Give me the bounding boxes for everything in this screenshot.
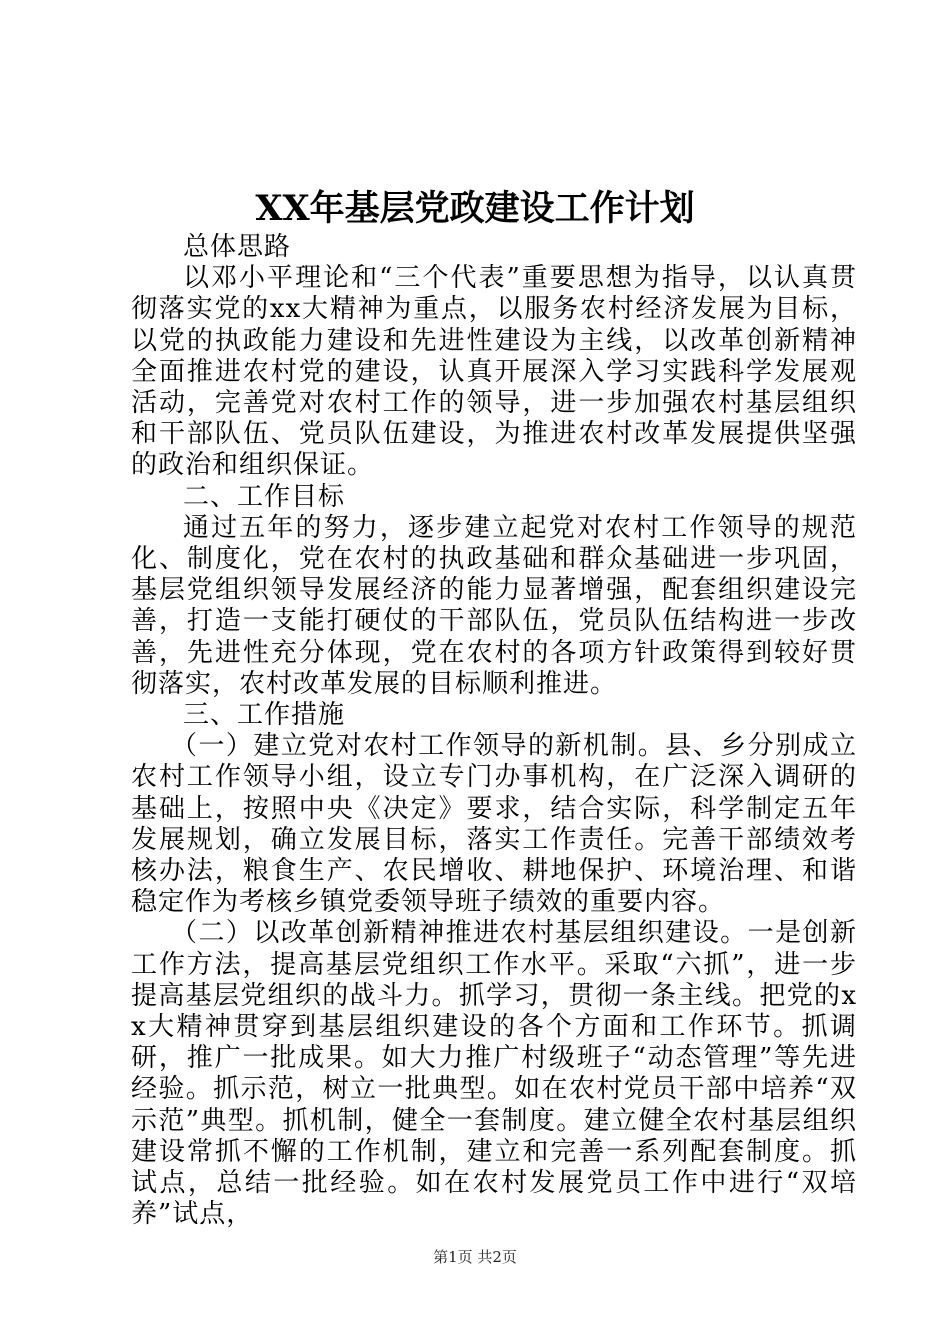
- section-heading-measures: 三、工作措施: [183, 700, 346, 731]
- page-footer: 第1页 共2页: [433, 1248, 517, 1266]
- paragraph-measure-1: （一）建立党对农村工作领导的新机制。县、乡分别成立农村工作领导小组，设立专门办事机构，在广泛深入调研的基础上，按照中央《决定》要求，结合实际，科学制定五年发展规划，确立发展目标，落实工作责任。完善干部绩效考核办法，粮食生产、农民增收、耕地保护、环境治理、和谐稳定作为考核乡镇党委领导班子绩效的重要内容。: [131, 731, 857, 918]
- document-body: [131, 232, 857, 1231]
- paragraph-overall: 以邓小平理论和“三个代表”重要思想为指导，以认真贯彻落实党的xx大精神为重点，以服务农村经济发展为目标，以党的执政能力建设和先进性建设为主线，以改革创新精神全面推进农村党的建设，认真开展深入学习实践科学发展观活动，完善党对农村工作的领导，进一步加强农村基层组织和干部队伍、党员队伍建设，为推进农村改革发展提供坚强的政治和组织保证。: [131, 263, 857, 481]
- section-heading-overall: 总体思路: [183, 232, 292, 262]
- paragraph-measure-2: （二）以改革创新精神推进农村基层组织建设。一是创新工作方法，提高基层党组织工作水平。采取“六抓”，进一步提高基层党组织的战斗力。抓学习，贯彻一条主线。把党的xx大精神贯穿到基层组织建设的各个方面和工作环节。抓调研，推广一批成果。如大力推广村级班子“动态管理”等先进经验。抓示范，树立一批典型。如在农村党员干部中培养“双示范”典型。抓机制，健全一套制度。建立健全农村基层组织建设常抓不懈的工作机制，建立和完善一系列配套制度。抓试点，总结一批经验。如在农村发展党员工作中进行“双培养”试点，: [131, 918, 857, 1230]
- document-title: XX年基层党政建设工作计划: [255, 188, 695, 229]
- paragraph-goals: 通过五年的努力，逐步建立起党对农村工作领导的规范化、制度化，党在农村的执政基础和群众基础进一步巩固，基层党组织领导发展经济的能力显著增强，配套组织建设完善，打造一支能打硬仗的干部队伍，党员队伍结构进一步改善，先进性充分体现，党在农村的各项方针政策得到较好贯彻落实，农村改革发展的目标顺利推进。: [131, 512, 857, 699]
- section-heading-goals: 二、工作目标: [183, 481, 346, 512]
